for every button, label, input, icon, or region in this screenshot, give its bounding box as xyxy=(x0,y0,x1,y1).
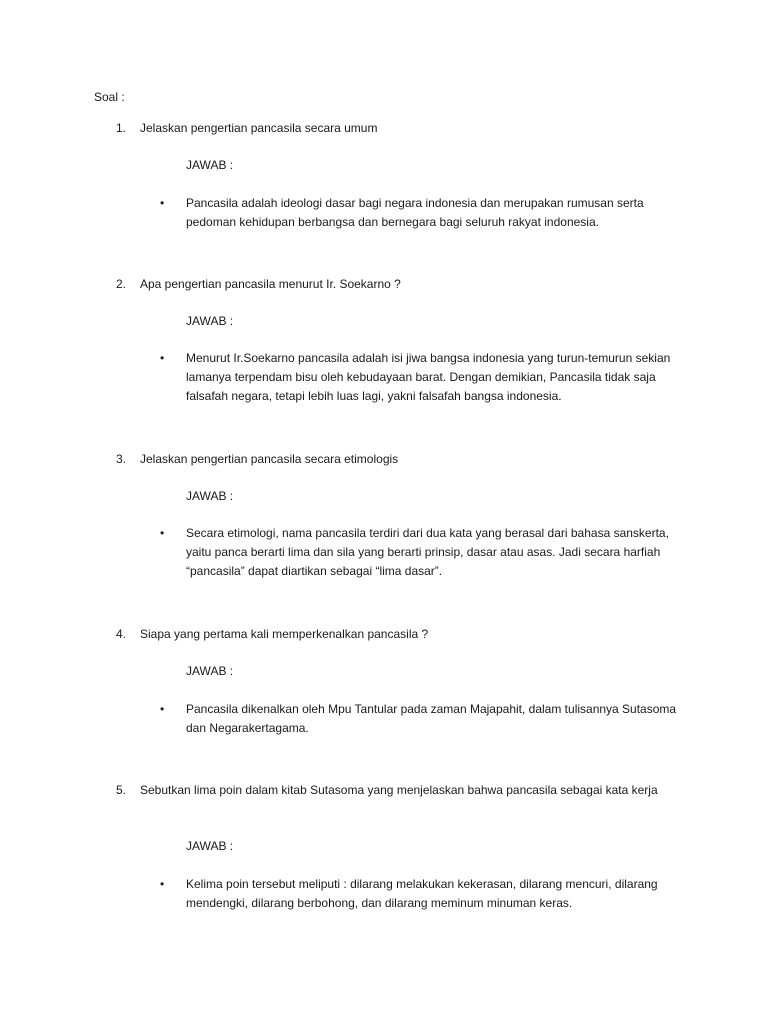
question-number: 5. xyxy=(116,783,127,797)
answer-text: Menurut Ir.Soekarno pancasila adalah isi jiwa bangsa indonesia yang turun-temurun sekian lamanya terpendam bisu oleh kebudayaan barat. Dengan demikian, Pancasila tidak saja falsafah negara, tetapi lebih luas lagi, yakni falsafah bangsa indonesia. xyxy=(186,351,671,403)
question-number: 4. xyxy=(116,627,127,641)
jawab-label-4: JAWAB : xyxy=(186,664,234,678)
bullet-icon: • xyxy=(160,526,165,540)
question-text: Jelaskan pengertian pancasila secara umum xyxy=(140,121,378,135)
answer-text: Pancasila dikenalkan oleh Mpu Tantular pada zaman Majapahit, dalam tulisannya Sutasoma dan Negarakertagama. xyxy=(186,702,677,735)
question-text: Jelaskan pengertian pancasila secara etimologis xyxy=(140,452,399,466)
question-number: 2. xyxy=(116,277,127,291)
document-heading: Soal : xyxy=(94,90,125,104)
question-text: Apa pengertian pancasila menurut Ir. Soekarno ? xyxy=(140,277,401,291)
bullet-icon: • xyxy=(160,196,165,210)
bullet-icon: • xyxy=(160,351,165,365)
answer-text: Secara etimologi, nama pancasila terdiri dari dua kata yang berasal dari bahasa sanskerta, yaitu panca berarti lima dan sila yang berarti prinsip, dasar atau asas. Jadi secara harfiah “pancasila” dapat diartikan sebagai “lima dasar”. xyxy=(186,526,669,578)
bullet-icon: • xyxy=(160,877,165,891)
jawab-label-3: JAWAB : xyxy=(186,489,234,503)
jawab-label-1: JAWAB : xyxy=(186,158,234,172)
jawab-label-2: JAWAB : xyxy=(186,314,234,328)
question-number: 1. xyxy=(116,121,127,135)
jawab-label-5: JAWAB : xyxy=(186,839,234,853)
question-text: Siapa yang pertama kali memperkenalkan pancasila ? xyxy=(140,627,429,641)
answer-text: Kelima poin tersebut meliputi : dilarang melakukan kekerasan, dilarang mencuri, dilarang mendengki, dilarang berbohong, dan dilarang meminum minuman keras. xyxy=(186,877,658,910)
question-text: Sebutkan lima poin dalam kitab Sutasoma yang menjelaskan bahwa pancasila sebagai kata kerja xyxy=(140,783,658,797)
answer-text: Pancasila adalah ideologi dasar bagi negara indonesia dan merupakan rumusan serta pedoman kehidupan berbangsa dan bernegara bagi seluruh rakyat indonesia. xyxy=(186,196,644,229)
question-number: 3. xyxy=(116,452,127,466)
bullet-icon: • xyxy=(160,702,165,716)
